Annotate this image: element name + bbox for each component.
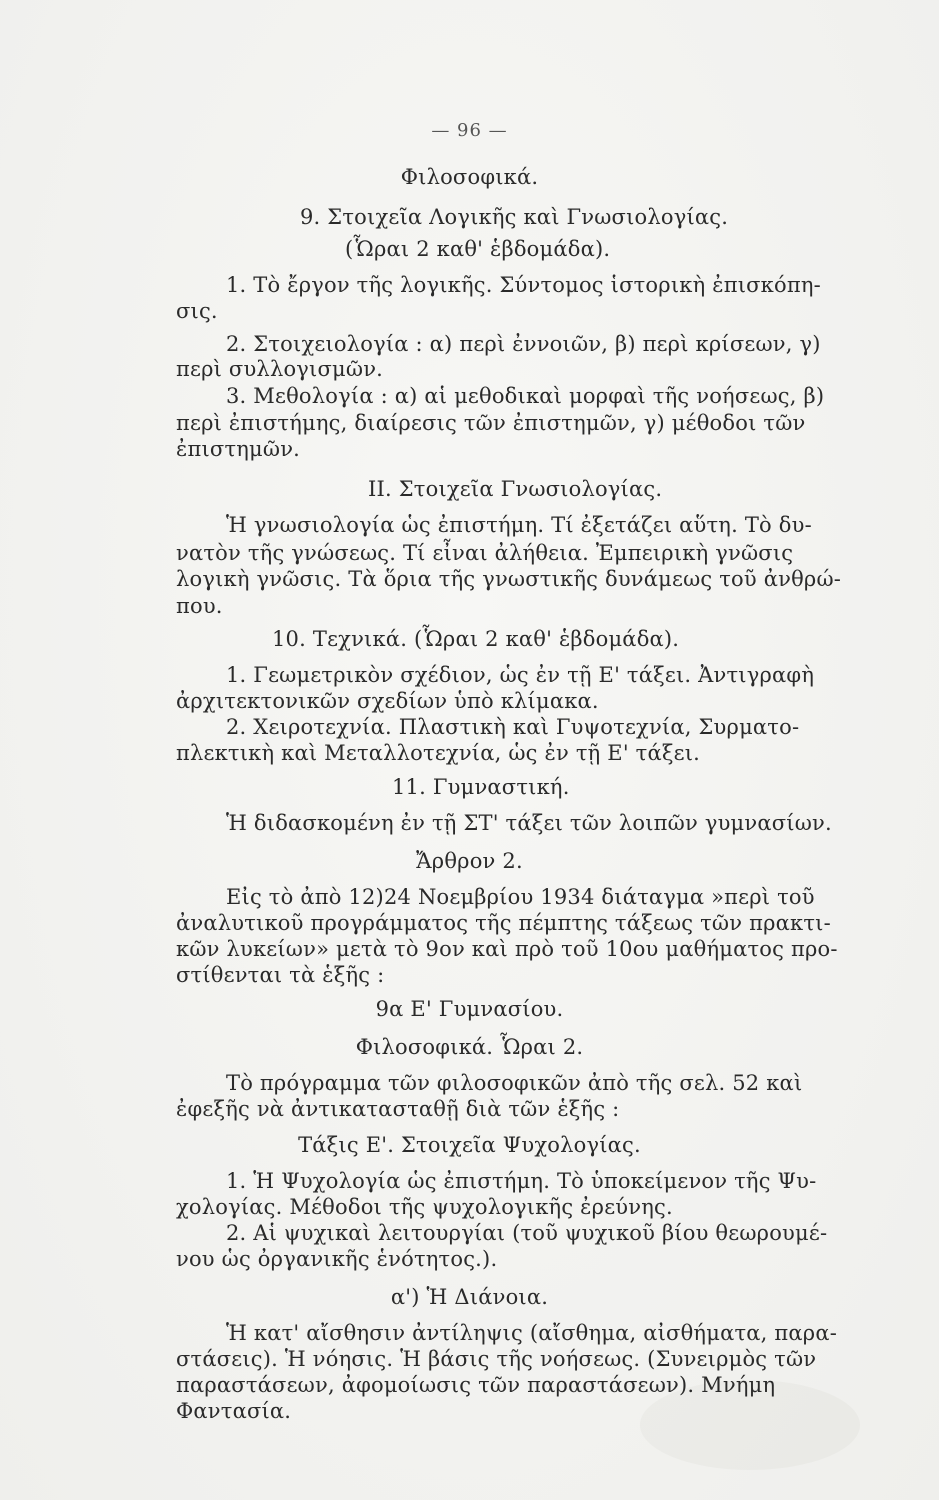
section-heading: Τάξις Ε'. Στοιχεῖα Ψυχολογίας. bbox=[298, 1133, 641, 1157]
paragraph-line: Τὸ πρόγραμμα τῶν φιλοσοφικῶν ἀπὸ τῆς σελ. 52 καὶ bbox=[226, 1071, 803, 1095]
section-heading: Φιλοσοφικά. bbox=[400, 165, 539, 189]
paragraph-line: κῶν λυκείων» μετὰ τὸ 9ον καὶ πρὸ τοῦ 10ου μαθήματος προ- bbox=[176, 937, 838, 961]
hours-note: (Ὧραι 2 καθ' ἑβδομάδα). bbox=[345, 237, 611, 261]
paragraph-line: στίθενται τὰ ἑξῆς : bbox=[176, 963, 385, 987]
paragraph-line: ἐπιστημῶν. bbox=[176, 437, 301, 461]
paragraph-line: περὶ ἐπιστήμης, διαίρεσις τῶν ἐπιστημῶν, γ) μέθοδοι τῶν bbox=[176, 411, 806, 435]
section-heading: 9. Στοιχεῖα Λογικῆς καὶ Γνωσιολογίας. bbox=[300, 205, 729, 229]
paragraph-line: στάσεις). Ἡ νόησις. Ἡ βάσις τῆς νοήσεως. (Συνειρμὸς τῶν bbox=[176, 1347, 817, 1371]
section-heading: 11. Γυμναστική. bbox=[392, 775, 570, 799]
paragraph-line: Ἡ γνωσιολογία ὡς ἐπιστήμη. Τί ἐξετάζει αὕτη. Τὸ δυ- bbox=[226, 513, 812, 537]
paragraph-line: Ἡ κατ' αἴσθησιν ἀντίληψις (αἴσθημα, αἰσθήματα, παρα- bbox=[226, 1321, 838, 1345]
paragraph-line: ἀρχιτεκτονικῶν σχεδίων ὑπὸ κλίμακα. bbox=[176, 689, 599, 713]
paragraph-line: 1. Γεωμετρικὸν σχέδιον, ὡς ἐν τῇ Ε' τάξει. Ἀντιγραφὴ bbox=[226, 663, 815, 687]
article-heading: Ἄρθρον 2. bbox=[416, 849, 523, 873]
paragraph-line: 1. Ἡ Ψυχολογία ὡς ἐπιστήμη. Τὸ ὑποκείμενον τῆς Ψυ- bbox=[226, 1169, 817, 1193]
paragraph-line: χολογίας. Μέθοδοι τῆς ψυχολογικῆς ἐρεύνης. bbox=[176, 1195, 673, 1219]
paragraph-line: 1. Τὸ ἔργον τῆς λογικῆς. Σύντομος ἱστορικὴ ἐπισκόπη- bbox=[226, 273, 821, 297]
paragraph-line: νου ὡς ὀργανικῆς ἑνότητος.). bbox=[176, 1247, 498, 1271]
paragraph-line: Φαντασία. bbox=[176, 1399, 292, 1423]
paragraph-line: παραστάσεων, ἀφομοίωσις τῶν παραστάσεων). Μνήμη bbox=[176, 1373, 776, 1397]
paragraph-line: Εἰς τὸ ἀπὸ 12)24 Νοεμβρίου 1934 διάταγμα »περὶ τοῦ bbox=[226, 885, 815, 909]
paragraph-line: πλεκτικὴ καὶ Μεταλλοτεχνία, ὡς ἐν τῇ Ε' τάξει. bbox=[176, 741, 701, 765]
paragraph-line: λογικὴ γνῶσις. Τὰ ὅρια τῆς γνωστικῆς δυνάμεως τοῦ ἀνθρώ- bbox=[176, 567, 842, 591]
page-number: — 96 — bbox=[431, 120, 508, 141]
paragraph-line: 2. Στοιχειολογία : α) περὶ ἐννοιῶν, β) περὶ κρίσεων, γ) bbox=[226, 332, 821, 356]
paragraph-line: 3. Μεθολογία : α) αἱ μεθοδικαὶ μορφαὶ τῆς νοήσεως, β) bbox=[226, 384, 825, 408]
paragraph-line: 2. Χειροτεχνία. Πλαστικὴ καὶ Γυψοτεχνία, Συρματο- bbox=[226, 715, 800, 739]
section-heading: 9α Ε' Γυμνασίου. bbox=[375, 997, 564, 1021]
paragraph-line: Ἡ διδασκομένη ἐν τῇ ΣΤ' τάξει τῶν λοιπῶν γυμνασίων. bbox=[226, 811, 832, 835]
paragraph-line: 2. Αἱ ψυχικαὶ λειτουργίαι (τοῦ ψυχικοῦ βίου θεωρουμέ- bbox=[226, 1221, 828, 1245]
section-heading: 10. Τεχνικά. (Ὧραι 2 καθ' ἑβδομάδα). bbox=[272, 627, 680, 651]
paragraph-line: νατὸν τῆς γνώσεως. Τί εἶναι ἀλήθεια. Ἐμπειρικὴ γνῶσις bbox=[176, 541, 794, 565]
paragraph-line: που. bbox=[176, 594, 223, 618]
paragraph-line: σις. bbox=[176, 299, 218, 323]
paragraph-line: περὶ συλλογισμῶν. bbox=[176, 357, 384, 381]
subsection-heading: α') Ἡ Διάνοια. bbox=[390, 1285, 549, 1309]
section-heading: Φιλοσοφικά. Ὧραι 2. bbox=[355, 1035, 584, 1059]
section-heading: II. Στοιχεῖα Γνωσιολογίας. bbox=[368, 477, 663, 501]
paragraph-line: ἐφεξῆς νὰ ἀντικατασταθῇ διὰ τῶν ἑξῆς : bbox=[176, 1097, 620, 1121]
paragraph-line: ἀναλυτικοῦ προγράμματος τῆς πέμπτης τάξεως τῶν πρακτι- bbox=[176, 911, 831, 935]
